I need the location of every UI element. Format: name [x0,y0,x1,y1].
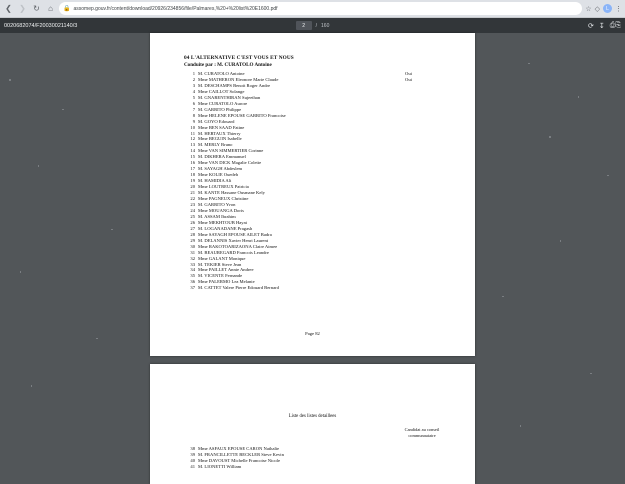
scan-artifact [111,229,113,230]
candidate-number: 28 [190,231,195,237]
scan-artifact [38,165,39,167]
puzzle-icon[interactable]: ◇ [594,5,600,13]
pdf-page-input[interactable] [296,21,312,30]
page1-candidate-list [150,71,475,291]
candidate-number: 12 [190,136,195,142]
candidate-number: 25 [190,213,195,219]
pdf-page-1 [150,33,475,356]
back-icon[interactable]: ❮ [5,3,12,13]
candidate-name: M. KANTE Hassane Ousmane Kely [198,190,265,196]
candidate-number: 5 [192,94,195,100]
candidate-name: M. BEAUREGARD Francois Leandre [198,249,269,255]
pdf-page-controls [0,21,625,30]
pdf-toolbar [0,18,625,33]
candidate-name: M. GOYO Edouard [198,118,235,124]
candidate-name: M. LOGANADANE Pragash [198,225,253,231]
candidate-number: 40 [190,457,195,463]
candidate-name: M. FRANCILLETTE BECKLER Steve Kevin [198,451,284,457]
candidate-name: Mme CURATOLO Aurore [198,100,248,106]
pdf-document-title: 0020682074/F20030021140/3 [4,22,78,29]
candidate-number: 3 [192,82,195,88]
candidate-name: Mme PALERMO Lea Melanie [198,279,255,285]
page-footer: Page 82 [305,331,320,336]
scan-artifact [31,385,32,387]
candidate-number: 24 [190,207,195,213]
candidate-name: Mme MEKHTOUB Hayat [198,219,247,225]
scan-artifact [560,240,561,242]
scan-artifact [502,296,504,297]
list-item [184,285,475,291]
rotate-icon[interactable]: ⟳ [588,22,594,30]
candidate-name: M. HERTAUX Thierry [198,130,241,136]
candidate-name: Mme PAILLET Annie Andree [198,267,254,273]
browser-toolbar [0,0,625,18]
lock-icon: 🔒 [63,6,71,12]
candidate-name: Mme VAN SIMMERTIER Corinne [198,148,264,154]
download-icon[interactable]: ↧ [598,22,605,30]
scan-artifact [62,109,64,110]
candidate-name: M. DIKHERA Emmanuel [198,154,246,160]
candidate-number: 20 [190,184,195,190]
candidate-name: Mme HELENE EPOUSE GARRITO Francoise [198,112,286,118]
candidate-number: 34 [190,267,195,273]
page2-column-header [390,427,454,438]
candidate-number: 31 [190,249,195,255]
scan-artifact [590,373,592,374]
candidate-name: Mme SAYAGH EPOUSE AILET Badra [198,231,272,237]
candidate-number: 35 [190,273,195,279]
candidate-number: 8 [192,112,195,118]
column-header-line1: Candidat au conseil [404,427,440,432]
candidate-name: M. LIONETTI William [198,463,242,469]
candidate-name: Mme ASFAUX EPOUSE CARON Nathalie [198,446,280,451]
answer-column [405,71,412,83]
candidate-number: 30 [190,243,195,249]
address-bar[interactable] [59,2,582,15]
candidate-number: 27 [190,225,195,231]
pdf-actions [588,22,621,30]
page2-candidate-list [184,446,284,470]
candidate-number: 1 [192,71,195,76]
candidate-name: M. VICENTE Fernande [198,273,243,279]
scan-artifact [20,271,21,273]
candidate-name: Mme KOLIE Ouedeh [198,172,239,178]
forward-icon: ❯ [19,3,26,13]
candidate-number: 36 [190,279,195,285]
candidate-number: 14 [190,148,195,154]
list-item [184,464,284,470]
candidate-number: 4 [192,88,195,94]
candidate-number: 6 [192,100,195,106]
pdf-page-total: 160 [321,22,330,29]
candidate-number: 16 [190,160,195,166]
star-icon[interactable]: ☆ [585,5,592,13]
candidate-number: 13 [190,142,195,148]
answer-value: Oui [405,76,412,82]
candidate-number: 26 [190,219,195,225]
candidate-name: Mme GALANT Monique [198,255,246,261]
list-title: 04 L'ALTERNATIVE C'EST VOUS ET NOUS [184,55,294,61]
scan-artifact [520,425,521,427]
candidate-name: M. MERLY Bruno [198,142,233,148]
scan-artifact [528,63,530,64]
candidate-name: M. ASSAM Ibrahim [198,213,236,219]
candidate-number: 33 [190,261,195,267]
print-icon[interactable]: ⎙⎘ [609,21,621,29]
candidate-name: Mme DAVOUST Michelle Francoise Nicole [198,457,280,463]
candidate-name: Mme MOUANGA Doris [198,207,244,213]
candidate-name: Mme RAKOTOARIZAONA Claire Aimee [198,243,278,249]
answer-value: Oui [405,71,412,76]
candidate-name: M. GARRITO Philippe [198,106,242,112]
candidate-number: 39 [190,451,195,457]
candidate-name: M. DESCHAMPS Benoit Roger Andre [198,82,271,88]
candidate-name: Mme PAGNEUX Christine [198,196,249,202]
scan-artifact [96,338,98,339]
candidate-name: M. DELANNIS Xavier Henri Laurent [198,237,269,243]
avatar[interactable]: L [603,4,612,13]
candidate-number: 22 [190,196,195,202]
scan-artifact [549,136,551,138]
pdf-document-area[interactable] [0,33,625,469]
candidate-name: Mme BEN SAAD Fatine [198,124,245,130]
candidate-name: M. CURATOLO Antoine [198,71,245,76]
candidate-name: Mme LOUTREUX Patricia [198,184,249,190]
reload-icon[interactable]: ↻ [33,3,40,13]
browser-actions [585,4,622,13]
url-text: assomep.gouv.fr/content/download/20926/234856/file/Palmares,%20+%20list%20E1600.pdf [73,5,278,12]
candidate-number: 29 [190,237,195,243]
candidate-number: 17 [190,166,195,172]
candidate-number: 37 [190,285,195,291]
candidate-name: Mme MATHERON Eleonore Marie Claude [198,76,279,82]
candidate-number: 7 [192,106,195,112]
candidate-name: M. HAMIDIA Ali [198,178,232,184]
page2-title: Liste des listes detaillees [288,414,337,419]
candidate-name: M. GARRITO Yvon [198,201,236,207]
candidate-number: 2 [192,76,195,82]
pdf-page-separator: / [315,22,318,29]
candidate-number: 41 [190,463,195,469]
list-leader: Conduite par : M. CURATOLO Antoine [184,62,272,68]
candidate-number: 10 [190,124,195,130]
pdf-page-2 [150,364,475,484]
candidate-number: 18 [190,172,195,178]
scan-artifact [9,79,11,81]
candidate-number: 15 [190,154,195,160]
candidate-name: M. SAYAGH Abdeslem [198,166,243,172]
candidate-number: 11 [190,130,195,136]
candidate-number: 19 [190,178,195,184]
candidate-number: 32 [190,255,195,261]
candidate-name: M. TEKIER Steve Jean [198,261,242,267]
candidate-number: 23 [190,201,195,207]
kebab-menu-icon[interactable]: ⋮ [615,5,622,13]
home-icon[interactable]: ⌂ [48,3,53,13]
scan-artifact [578,96,579,98]
column-header-line2: communautaire [408,432,436,438]
candidate-number: 21 [190,190,195,196]
candidate-number: 9 [192,118,195,124]
page1-heading [150,55,475,68]
candidate-name: M. GNARENTHIRAN Sujeethan [198,94,261,100]
candidate-name: Mme BEGUIN Isabelle [198,136,242,142]
candidate-name: Mme VAN DICK Magalie Colette [198,160,262,166]
candidate-name: Mme CAILLOT Solange [198,88,245,94]
candidate-name: M. CATTET Valere Pierre Edouard Bernard [198,285,279,291]
candidate-number: 38 [190,446,195,451]
scan-artifact [607,175,609,176]
